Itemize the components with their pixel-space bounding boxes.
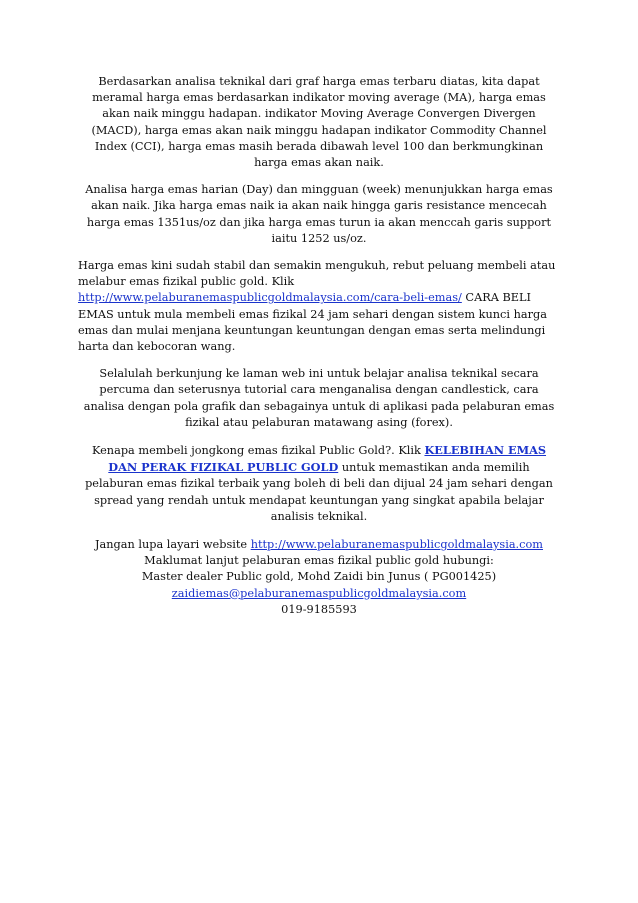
paragraph-buy-gold-text-after: CARA BELI EMAS untuk mula membeli emas fizikal 24 jam sehari dengan sistem kunci harga emas dan mulai menjana keuntungan keuntungan dengan emas serta melindungi harta dan kebocoran wang. (78, 291, 547, 354)
master-dealer-line: Master dealer Public gold, Mohd Zaidi bin Junus ( PG001425) (141, 570, 497, 584)
contact-info-line: Maklumat lanjut pelaburan emas fizikal public gold hubungi: (144, 554, 494, 568)
paragraph-buy-gold-text-before: Harga emas kini sudah stabil dan semakin mengukuh, rebut peluang membeli atau melabur emas fizikal public gold. Klik (78, 259, 556, 289)
paragraph-visit-site: Selalulah berkunjung ke laman web ini untuk belajar analisa teknikal secara percuma dan seterusnya tutorial cara menganalisa dengan candlestick, cara analisa dengan pola grafik dan sebagainya untuk di aplikasi pada pelaburan emas fizikal atau pelaburan matawang asing (forex). (83, 367, 555, 429)
paragraph-daily-weekly-analysis: Analisa harga emas harian (Day) dan mingguan (week) menunjukkan harga emas akan naik. Jika harga emas naik ia akan naik hingga garis resistance mencecah harga emas 1351us/oz dan jika harga emas turun ia akan menccah garis support iaitu 1252 us/oz. (85, 183, 553, 245)
phone-number: 019-9185593 (281, 602, 357, 616)
visit-website-prefix: Jangan lupa layari website (94, 538, 251, 552)
cara-beli-emas-link[interactable]: http://www.pelaburanemaspublicgoldmalaysia.com/cara-beli-emas/ (78, 291, 462, 305)
website-link[interactable]: http://www.pelaburanemaspublicgoldmalaysia.com (250, 538, 543, 552)
email-link[interactable]: zaidiemas@pelaburanemaspublicgoldmalaysia.com (171, 586, 467, 600)
paragraph-buy-gold (78, 258, 560, 355)
paragraph-why-buy (78, 442, 560, 525)
kelebihan-emas-link[interactable]: KELEBIHAN EMAS DAN PERAK FIZIKAL PUBLIC GOLD (108, 443, 547, 475)
contact-block (78, 537, 560, 618)
visit-website-line (78, 537, 560, 553)
paragraph-why-buy-text-before: Kenapa membeli jongkong emas fizikal Public Gold?. Klik (91, 444, 425, 458)
paragraph-technical-analysis: Berdasarkan analisa teknikal dari graf harga emas terbaru diatas, kita dapat meramal harga emas berdasarkan indikator moving average (MA), harga emas akan naik minggu hadapan. indikator Moving Average Convergen Divergen (MACD), harga emas akan naik minggu hadapan indikator Commodity Channel Index (CCI), harga emas masih berada dibawah level 100 dan berkmungkinan harga emas akan naik. (91, 75, 547, 170)
paragraph-why-buy-text-after: untuk memastikan anda memilih pelaburan emas fizikal terbaik yang boleh di beli dan dijual 24 jam sehari dengan spread yang rendah untuk mendapat keuntungan yang singkat apabila belajar analisis teknikal. (85, 461, 553, 523)
